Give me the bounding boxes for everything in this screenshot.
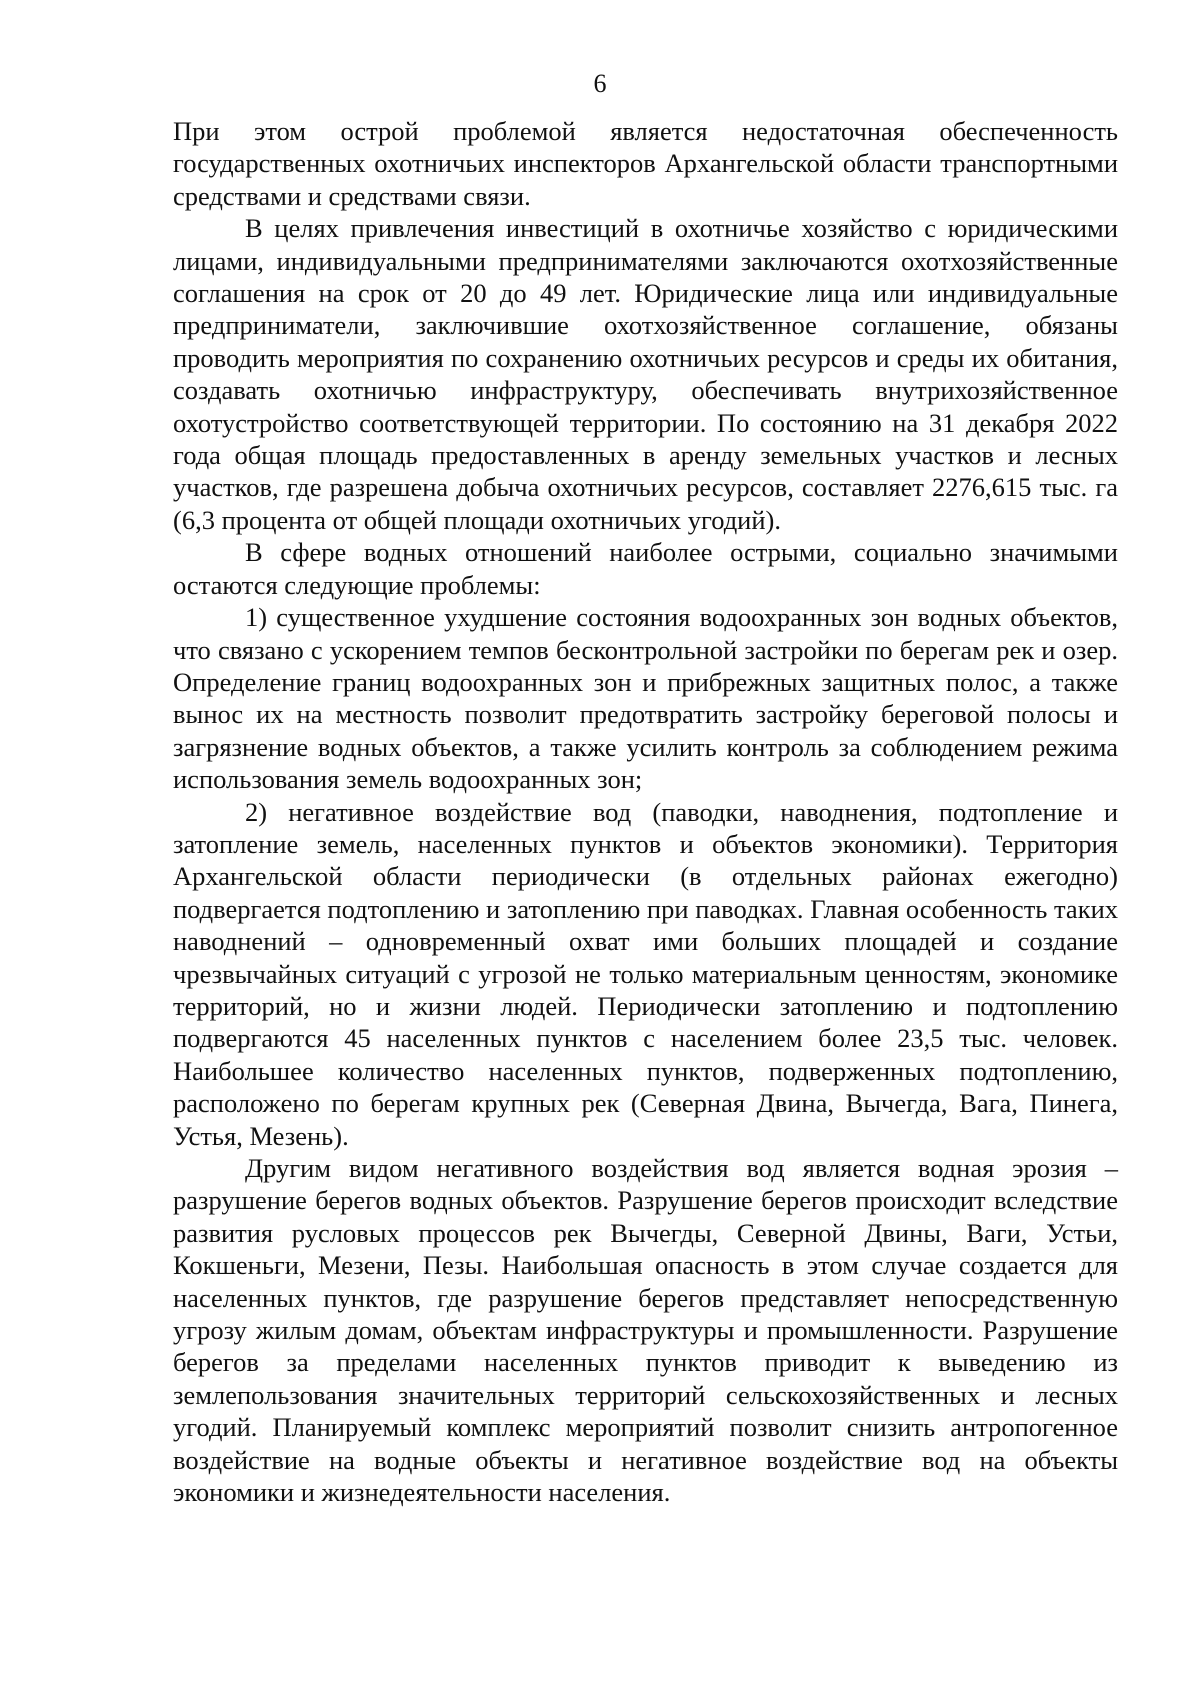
page-number: 6 [593,69,607,98]
paragraph-transport-shortage: При этом острой проблемой является недостаточная обеспеченность государственных охотничьих инспекторов Архангельской области транспортными средствами и средствами связи. [173,116,1118,211]
list-item-negative-water-impact: 2) негативное воздействие вод (паводки, наводнения, подтопление и затопление земель, населенных пунктов и объектов экономики). Территория Архангельской области периодически (в отдельных районах ежегодно) подвергается подтоплению и затоплению при паводках. Главная особенность таких наводнений – одновременный охват ими больших площадей и создание чрезвычайных ситуаций с угрозой не только материальным ценностям, экономике территорий, но и жизни людей. Периодически затоплению и подтоплению подвергаются 45 населенных пунктов с населением более 23,5 тыс. человек. Наибольшее количество населенных пунктов, подверженных подтоплению, расположено по берегам крупных рек (Северная Двина, Вычегда, Вага, Пинега, Устья, Мезень). [173,796,1118,1151]
paragraph-water-erosion: Другим видом негативного воздействия вод является водная эрозия – разрушение берегов водных объектов. Разрушение берегов происходит вследствие развития русловых процессов рек Вычегды, Северной Двины, Ваги, Устьи, Кокшеньги, Мезени, Пезы. Наибольшая опасность в этом случае создается для населенных пунктов, где разрушение берегов представляет непосредственную угрозу жилым домам, объектам инфраструктуры и промышленности. Разрушение берегов за пределами населенных пунктов приводит к выведению из землепользования значительных территорий сельскохозяйственных и лесных угодий. Планируемый комплекс мероприятий позволит снизить антропогенное воздействие на водные объекты и негативное воздействие вод на объекты экономики и жизнедеятельности населения. [173,1153,1118,1508]
list-item-water-protection-zones: 1) существенное ухудшение состояния водоохранных зон водных объектов, что связано с ускорением темпов бесконтрольной застройки по берегам рек и озер. Определение границ водоохранных зон и прибрежных защитных полос, а также вынос их на местность позволит предотвратить застройку береговой полосы и загрязнение водных объектов, а также усилить контроль за соблюдением режима использования земель водоохранных зон; [173,602,1118,795]
paragraph-water-problems-intro: В сфере водных отношений наиболее острыми, социально значимыми остаются следующие проблемы: [173,537,1118,600]
paragraph-hunting-agreements: В целях привлечения инвестиций в охотничье хозяйство с юридическими лицами, индивидуальными предпринимателями заключаются охотхозяйственные соглашения на срок от 20 до 49 лет. Юридические лица или индивидуальные предприниматели, заключившие охотхозяйственное соглашение, обязаны проводить мероприятия по сохранению охотничьих ресурсов и среды их обитания, создавать охотничью инфраструктуру, обеспечивать внутрихозяйственное охотустройство соответствующей территории. По состоянию на 31 декабря 2022 года общая площадь предоставленных в аренду земельных участков и лесных участков, где разрешена добыча охотничьих ресурсов, составляет 2276,615 тыс. га (6,3 процента от общей площади охотничьих угодий). [173,213,1118,535]
document-body [173,115,1118,1508]
